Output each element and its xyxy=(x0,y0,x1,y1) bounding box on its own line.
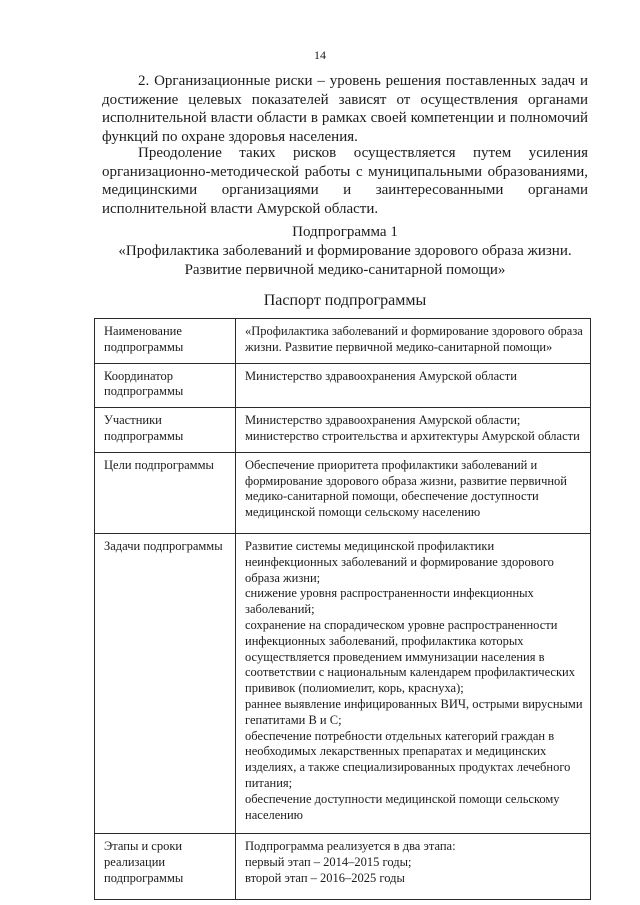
row-label: Задачи подпрограммы xyxy=(95,533,236,833)
row-label: Участники подпрограммы xyxy=(95,408,236,453)
row-value-line: Подпрограмма реализуется в два этапа: xyxy=(245,839,456,854)
subprogram-title: Подпрограмма 1 xyxy=(292,224,398,240)
row-value-line: Обеспечение приоритета профилактики заболеваний и формирование здорового образа жизни, развитие первичной медико-санитарной помощи, обеспечение доступности медицинской помощи сельскому населению xyxy=(245,457,567,520)
table-row xyxy=(95,363,591,408)
table-row xyxy=(95,319,591,364)
passport-title: Паспорт подпрограммы xyxy=(263,292,427,309)
subprogram-name-line-1: «Профилактика заболеваний и формирование здорового образа жизни. xyxy=(118,243,572,259)
row-value-line: Министерство здравоохранения Амурской области; xyxy=(245,413,521,428)
row-value xyxy=(236,834,591,899)
row-value-line: второй этап – 2016–2025 годы xyxy=(245,870,405,885)
row-value-line: «Профилактика заболеваний и формирование здорового образа жизни. Развитие первичной медико-санитарной помощи» xyxy=(245,324,583,354)
row-value-line: Министерство здравоохранения Амурской области xyxy=(245,368,517,383)
row-value xyxy=(236,408,591,453)
table-row xyxy=(95,408,591,453)
page-number: 14 xyxy=(314,48,326,62)
passport-table xyxy=(94,318,591,900)
row-value-line: министерство строительства и архитектуры Амурской области xyxy=(245,428,580,443)
table-row xyxy=(95,533,591,833)
row-value-line: снижение уровня распространенности инфекционных заболеваний; xyxy=(245,586,534,617)
row-value-line: сохранение на спорадическом уровне распространенности инфекционных заболеваний, профилактика которых осуществляется проведением иммунизации населения в соответствии с национальным календарем профилактических прививок (полиомиелит, корь, краснуха); xyxy=(245,617,575,696)
row-value-line: обеспечение доступности медицинской помощи сельскому населению xyxy=(245,791,560,822)
row-value xyxy=(236,319,591,364)
row-value-line: Развитие системы медицинской профилактики неинфекционных заболеваний и формирование здорового образа жизни; xyxy=(245,538,554,585)
row-label: Этапы и сроки реализации подпрограммы xyxy=(95,834,236,899)
subprogram-name xyxy=(102,242,588,280)
row-value xyxy=(236,452,591,533)
row-value-line: раннее выявление инфицированных ВИЧ, острыми вирусными гепатитами В и С; xyxy=(245,696,583,727)
row-value-line: первый этап – 2014–2015 годы; xyxy=(245,855,412,870)
table-row xyxy=(95,452,591,533)
row-label: Цели подпрограммы xyxy=(95,452,236,533)
subprogram-name-line-2: Развитие первичной медико-санитарной помощи» xyxy=(184,262,506,278)
row-value xyxy=(236,363,591,408)
table-row xyxy=(95,834,591,899)
row-value-line: обеспечение потребности отдельных категорий граждан в необходимых лекарственных препаратах и медицинских изделиях, а также специализированных продуктах лечебного питания; xyxy=(245,728,571,790)
row-value xyxy=(236,533,591,833)
row-label: Наименование подпрограммы xyxy=(95,319,236,364)
paragraph-risk-mitigation: Преодоление таких рисков осуществляется путем усиления организационно-методической работы с муниципальными образованиями, медицинскими организациями и заинтересованными органами исполнительной власти Амурской области. xyxy=(102,145,588,217)
row-label: Координатор подпрограммы xyxy=(95,363,236,408)
paragraph-organizational-risks: 2. Организационные риски – уровень решения поставленных задач и достижение целевых показателей зависят от осуществления органами исполнительной власти области в рамках своей компетенции и полномочий функций по охране здоровья населения. xyxy=(102,73,588,145)
